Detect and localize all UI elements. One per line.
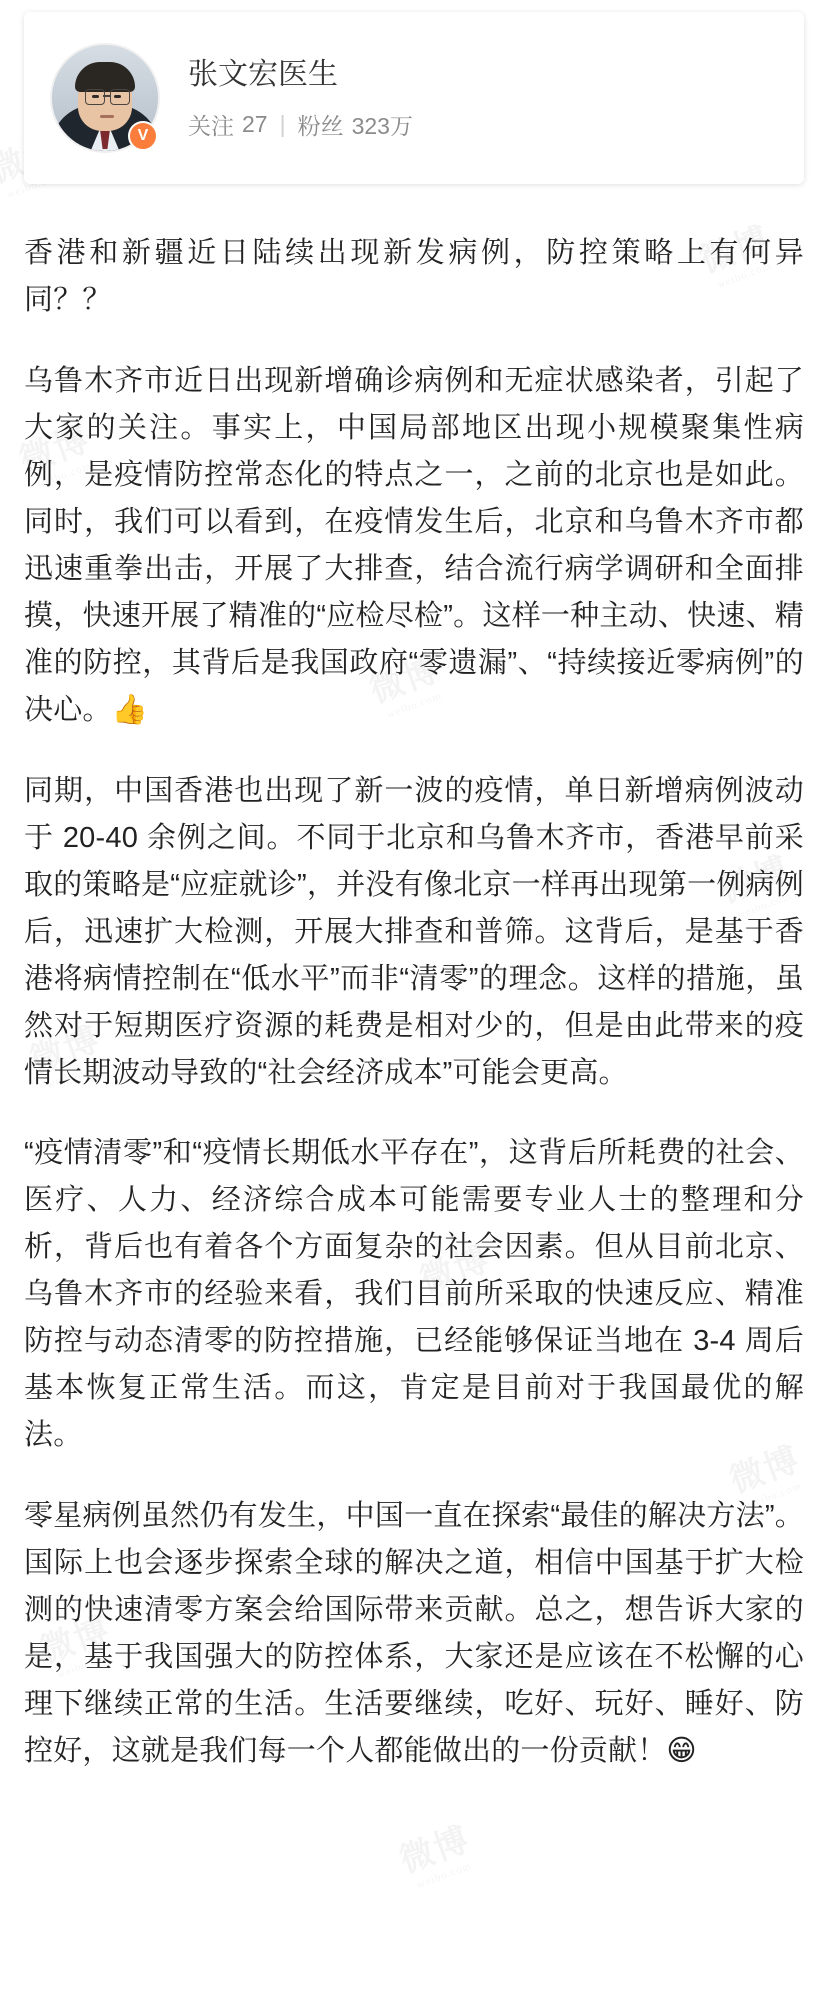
article-paragraph: 乌鲁木齐市近日出现新增确诊病例和无症状感染者，引起了大家的关注。事实上，中国局部地区出现小规模聚集性病例，是疫情防控常态化的特点之一，之前的北京也是如此。同时，我们可以看到，在疫情发生后，北京和乌鲁木齐市都迅速重拳出击，开展了大排查，结合流行病学调研和全面排摸，快速开展了精准的“应检尽检”。这样一种主动、快速、精准的防控，其背后是我国政府“零遗漏”、“持续接近零病例”的决心。👍 xyxy=(24,364,804,726)
avatar-eye-right xyxy=(114,95,121,98)
verified-badge-icon: V xyxy=(128,121,158,151)
article-body xyxy=(0,184,828,1815)
watermark-mark xyxy=(392,1812,481,1894)
article-paragraph: 零星病例虽然仍有发生，中国一直在探索“最佳的解决方法”。国际上也会逐步探索全球的解决之道，相信中国基于扩大检测的快速清零方案会给国际带来贡献。总之，想告诉大家的是，基于我国强大的防控体系，大家还是应该在不松懈的心理下继续正常的生活。生活要继续，吃好、玩好、睡好、防控好，这就是我们每一个人都能做出的一份贡献！😁 xyxy=(24,1500,804,1768)
weibo-article-page xyxy=(0,12,828,1815)
article-paragraph: 香港和新疆近日陆续出现新发病例，防控策略上有何异同？？ xyxy=(24,237,804,316)
followers-label: 粉丝 xyxy=(297,113,344,139)
following-label: 关注 xyxy=(188,113,234,139)
author-name[interactable]: 张文宏医生 xyxy=(188,58,338,91)
avatar-mouth xyxy=(100,115,114,118)
article-paragraph: 同期，中国香港也出现了新一波的疫情，单日新增病例波动于 20-40 余例之间。不同于北京和乌鲁木齐市，香港早前采取的策略是“应症就诊”，并没有像北京一样再出现第一例病例后，迅速扩大检测，开展大排查和普筛。这背后，是基于香港将病情控制在“低水平”而非“清零”的理念。这样的措施，虽然对于短期医疗资源的耗费是相对少的，但是由此带来的疫情长期波动导致的“社会经济成本”可能会更高。 xyxy=(24,774,804,1089)
avatar-glasses-bridge xyxy=(103,95,110,97)
followers-count: 323万 xyxy=(351,113,413,139)
author-stats xyxy=(188,108,413,141)
following-count: 27 xyxy=(242,111,268,137)
avatar[interactable] xyxy=(50,43,160,153)
author-meta xyxy=(188,55,413,141)
stats-separator: | xyxy=(279,111,286,137)
article-paragraph: “疫情清零”和“疫情长期低水平存在”，这背后所耗费的社会、医疗、人力、经济综合成本可能需要专业人士的整理和分析，背后也有着各个方面复杂的社会因素。但从目前北京、乌鲁木齐市的经验来看，我们目前所采取的快速反应、精准防控与动态清零的防控措施，已经能够保证当地在 3-4 周后基本恢复正常生活。而这，肯定是目前对于我国最优的解法。 xyxy=(24,1137,804,1452)
avatar-eye-left xyxy=(92,95,99,98)
author-card[interactable] xyxy=(24,12,804,184)
